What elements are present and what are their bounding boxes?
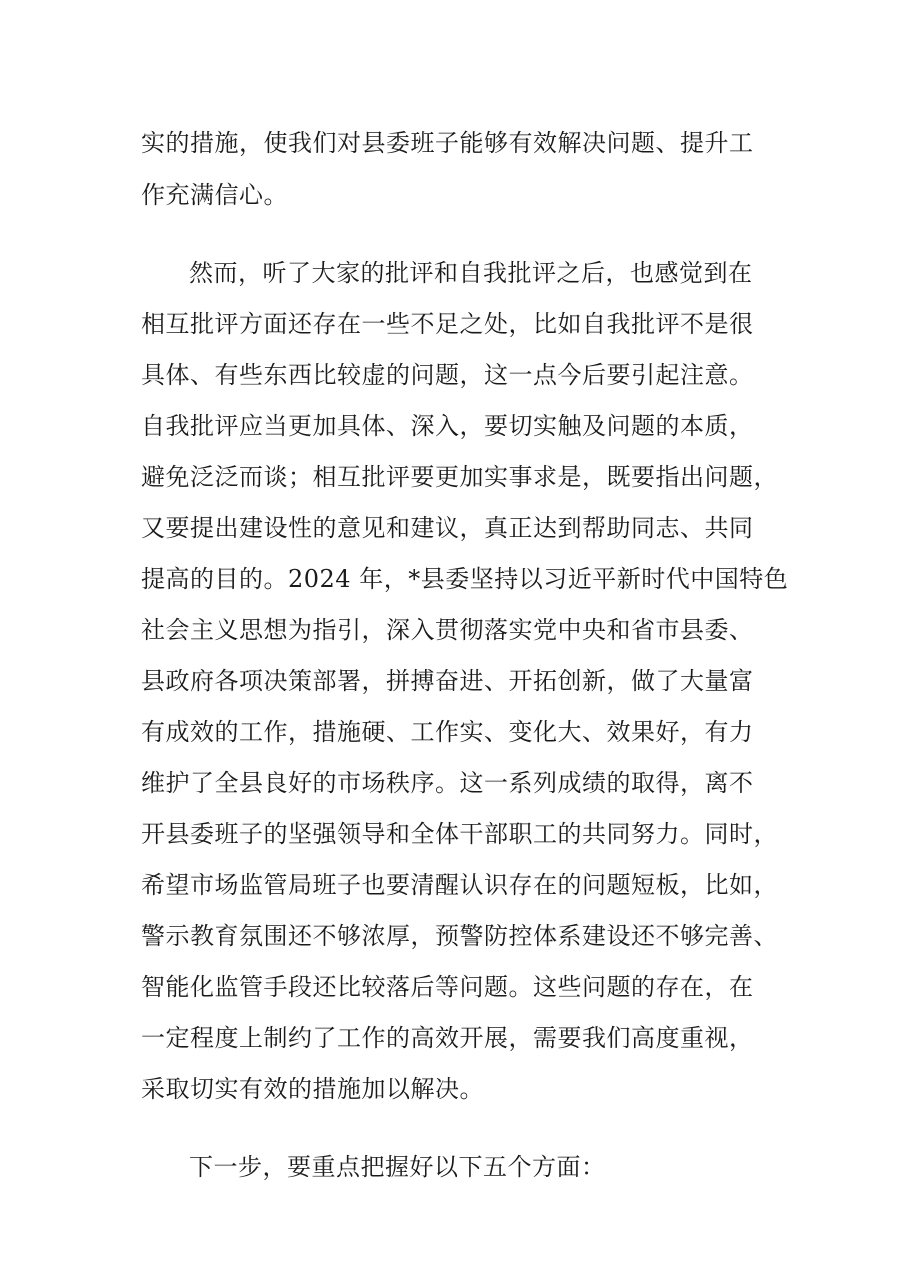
paragraph-2-line-14: 警示教育氛围还不够浓厚，预警防控体系建设还不够完善、 (141, 922, 778, 950)
paragraph-2-line-13: 希望市场监管局班子也要清醒认识存在的问题短板，比如， (141, 871, 778, 899)
paragraph-2-line-12: 开县委班子的坚强领导和全体干部职工的共同努力。同时， (141, 820, 778, 848)
paragraph-2-line-11: 维护了全县良好的市场秩序。这一系列成绩的取得，离不 (141, 769, 754, 797)
paragraph-2-line-15: 智能化监管手段还比较落后等问题。这些问题的存在，在 (141, 973, 754, 1001)
paragraph-2-line-5: 避免泛泛而谈；相互批评要更加实事求是，既要指出问题， (141, 463, 778, 491)
paragraph-1-line-2: 作充满信心。 (141, 181, 288, 209)
paragraph-2-line-16: 一定程度上制约了工作的高效开展，需要我们高度重视， (141, 1024, 754, 1052)
paragraph-2-line-6: 又要提出建设性的意见和建议，真正达到帮助同志、共同 (141, 514, 754, 542)
paragraph-2-line-2: 相互批评方面还存在一些不足之处，比如自我批评不是很 (141, 310, 754, 338)
paragraph-2-line-17: 采取切实有效的措施加以解决。 (141, 1075, 484, 1103)
paragraph-2-line-10: 有成效的工作，措施硬、工作实、变化大、效果好，有力 (141, 718, 754, 746)
paragraph-2-line-9: 县政府各项决策部署，拼搏奋进、开拓创新，做了大量富 (141, 667, 754, 695)
paragraph-2-line-1: 然而，听了大家的批评和自我批评之后，也感觉到在 (189, 259, 753, 287)
paragraph-3-line-1: 下一步，要重点把握好以下五个方面： (189, 1153, 606, 1181)
paragraph-2-line-7: 提高的目的。2024 年，*县委坚持以习近平新时代中国特色 (141, 565, 789, 593)
paragraph-2-line-3: 具体、有些东西比较虚的问题，这一点今后要引起注意。 (141, 361, 754, 389)
paragraph-2-line-8: 社会主义思想为指引，深入贯彻落实党中央和省市县委、 (141, 616, 754, 644)
paragraph-1-line-1: 实的措施，使我们对县委班子能够有效解决问题、提升工 (141, 129, 754, 157)
paragraph-2-line-4: 自我批评应当更加具体、深入，要切实触及问题的本质， (141, 412, 754, 440)
